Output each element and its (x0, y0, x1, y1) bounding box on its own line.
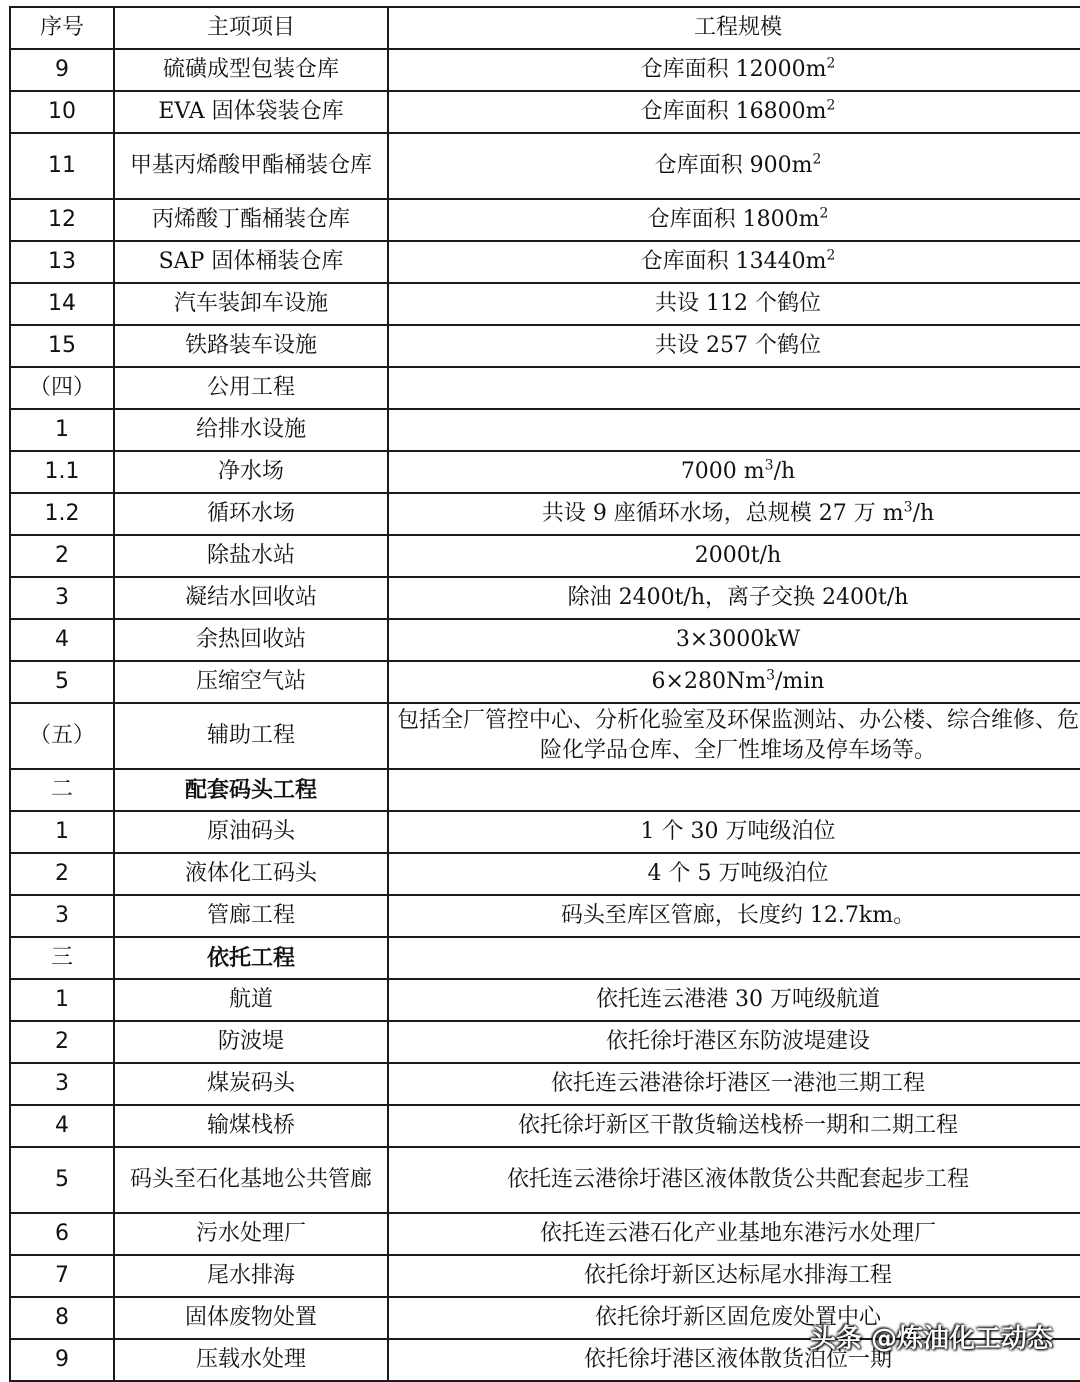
row-scale (388, 283, 1080, 325)
row-number: 3 (10, 1063, 114, 1105)
row-scale (388, 811, 1080, 853)
scale-text: 依托连云港港徐圩港区一港池三期工程 (550, 1071, 925, 1096)
table-row (10, 199, 1080, 241)
row-number: 1 (10, 979, 114, 1021)
row-item: 凝结水回收站 (114, 577, 388, 619)
row-number: 4 (10, 1105, 114, 1147)
scale-text: 1 个 30 万吨级泊位 (640, 819, 836, 844)
row-number: 1.1 (10, 451, 114, 493)
table-row (10, 535, 1080, 577)
table-row (10, 241, 1080, 283)
row-number: 2 (10, 1021, 114, 1063)
scale-text: 除油 2400t/h，离子交换 2400t/h (567, 585, 909, 610)
row-number: 5 (10, 1147, 114, 1213)
row-scale (388, 853, 1080, 895)
row-number: 5 (10, 661, 114, 703)
header-no: 序号 (10, 7, 114, 49)
row-scale (388, 661, 1080, 703)
row-item: 输煤栈桥 (114, 1105, 388, 1147)
row-number: 10 (10, 91, 114, 133)
row-item: 污水处理厂 (114, 1213, 388, 1255)
scale-superscript: 2 (819, 205, 829, 222)
scale-text: 依托连云港石化产业基地东港污水处理厂 (539, 1221, 936, 1246)
table-row (10, 1213, 1080, 1255)
scale-text: 仓库面积 13440m (640, 249, 827, 274)
row-scale (388, 895, 1080, 937)
row-item: 液体化工码头 (114, 853, 388, 895)
row-number: 3 (10, 577, 114, 619)
scale-unit: /h (912, 501, 935, 526)
row-scale (388, 937, 1080, 979)
scale-text: 依托连云港港 30 万吨级航道 (596, 987, 880, 1012)
row-item: 固体废物处置 (114, 1297, 388, 1339)
row-item: 净水场 (114, 451, 388, 493)
table-row (10, 1063, 1080, 1105)
header-item: 主项项目 (114, 7, 388, 49)
scale-superscript: 2 (826, 97, 836, 114)
row-scale (388, 133, 1080, 199)
row-scale (388, 769, 1080, 811)
row-number: 14 (10, 283, 114, 325)
scale-text: 包括全厂管控中心、分析化验室及环保监测站、办公楼、综合维修、危险化学品仓库、全厂性堆场及停车场等。 (396, 708, 1079, 763)
row-number: 三 (10, 937, 114, 979)
scale-superscript: 3 (764, 457, 774, 474)
watermark-text: 头条 @炼油化工动态 (810, 1324, 1054, 1354)
table-row (10, 1021, 1080, 1063)
table-row (10, 811, 1080, 853)
row-item: 管廊工程 (114, 895, 388, 937)
table-row (10, 49, 1080, 91)
scale-text: 依托徐圩新区干散货输送栈桥一期和二期工程 (517, 1113, 958, 1138)
row-item: 航道 (114, 979, 388, 1021)
scale-text: 依托徐圩港区东防波堤建设 (605, 1029, 870, 1054)
table-header-row (10, 7, 1080, 49)
scale-unit: /min (774, 669, 825, 694)
table-row (10, 703, 1080, 769)
scale-text: 依托徐圩港区液体散货泊位一期 (583, 1347, 892, 1372)
table-row (10, 577, 1080, 619)
scale-text: 依托徐圩新区达标尾水排海工程 (583, 1263, 892, 1288)
header-scale: 工程规模 (388, 7, 1080, 49)
row-number: 4 (10, 619, 114, 661)
table-row (10, 937, 1080, 979)
row-scale (388, 535, 1080, 577)
row-scale (388, 367, 1080, 409)
row-number: 2 (10, 535, 114, 577)
row-number: 13 (10, 241, 114, 283)
row-number: 9 (10, 1339, 114, 1381)
row-item: 压缩空气站 (114, 661, 388, 703)
row-scale (388, 493, 1080, 535)
row-scale (388, 241, 1080, 283)
table-row (10, 979, 1080, 1021)
scale-text: 依托连云港徐圩港区液体散货公共配套起步工程 (506, 1167, 969, 1192)
row-item: 原油码头 (114, 811, 388, 853)
row-item: 煤炭码头 (114, 1063, 388, 1105)
row-number: （五） (10, 703, 114, 769)
scale-superscript: 3 (766, 667, 775, 684)
row-number: 1 (10, 811, 114, 853)
row-scale (388, 91, 1080, 133)
scale-text: 仓库面积 900m (654, 153, 813, 178)
row-number: 15 (10, 325, 114, 367)
row-item: 循环水场 (114, 493, 388, 535)
row-scale (388, 1255, 1080, 1297)
table-row (10, 853, 1080, 895)
table-row (10, 325, 1080, 367)
scale-text: 仓库面积 12000m (640, 57, 827, 82)
table-row (10, 133, 1080, 199)
row-number: 7 (10, 1255, 114, 1297)
row-scale (388, 703, 1080, 769)
row-item: 铁路装车设施 (114, 325, 388, 367)
row-scale (388, 409, 1080, 451)
row-item: 甲基丙烯酸甲酯桶装仓库 (114, 133, 388, 199)
engineering-scale-table (9, 6, 1080, 1382)
row-scale (388, 199, 1080, 241)
row-item: 配套码头工程 (114, 769, 388, 811)
row-number: 6 (10, 1213, 114, 1255)
row-scale (388, 979, 1080, 1021)
row-scale (388, 1147, 1080, 1213)
row-item: 余热回收站 (114, 619, 388, 661)
scale-text: 共设 112 个鹤位 (655, 291, 821, 316)
row-item: EVA 固体袋装仓库 (114, 91, 388, 133)
row-item: 尾水排海 (114, 1255, 388, 1297)
table-row (10, 367, 1080, 409)
table-row (10, 769, 1080, 811)
row-number: 1 (10, 409, 114, 451)
table-row (10, 493, 1080, 535)
table-row (10, 451, 1080, 493)
scale-unit: /h (773, 459, 796, 484)
row-scale (388, 325, 1080, 367)
scale-text: 6×280Nm (651, 669, 767, 694)
table-row (10, 91, 1080, 133)
scale-superscript: 2 (826, 55, 836, 72)
scale-text: 仓库面积 16800m (640, 99, 827, 124)
row-number: 3 (10, 895, 114, 937)
row-item: 依托工程 (114, 937, 388, 979)
table-row (10, 1255, 1080, 1297)
table-row (10, 283, 1080, 325)
row-item: 公用工程 (114, 367, 388, 409)
row-number: 8 (10, 1297, 114, 1339)
row-scale (388, 619, 1080, 661)
row-item: 压载水处理 (114, 1339, 388, 1381)
scale-text: 依托徐圩新区固危废处置中心 (594, 1305, 881, 1330)
scale-superscript: 2 (812, 151, 822, 168)
table-row (10, 619, 1080, 661)
scale-superscript: 3 (903, 499, 913, 516)
row-item: 硫磺成型包装仓库 (114, 49, 388, 91)
scale-text: 4 个 5 万吨级泊位 (647, 861, 829, 886)
row-number: 1.2 (10, 493, 114, 535)
row-item: 给排水设施 (114, 409, 388, 451)
table-row (10, 895, 1080, 937)
row-scale (388, 1021, 1080, 1063)
row-number: （四） (10, 367, 114, 409)
table-row (10, 661, 1080, 703)
row-number: 11 (10, 133, 114, 199)
row-number: 9 (10, 49, 114, 91)
row-item: 防波堤 (114, 1021, 388, 1063)
row-scale (388, 451, 1080, 493)
row-number: 二 (10, 769, 114, 811)
row-scale (388, 1063, 1080, 1105)
row-item: SAP 固体桶装仓库 (114, 241, 388, 283)
scale-text: 3×3000kW (675, 627, 801, 652)
row-item: 汽车装卸车设施 (114, 283, 388, 325)
table-row (10, 1105, 1080, 1147)
row-number: 12 (10, 199, 114, 241)
row-scale (388, 49, 1080, 91)
row-scale (388, 577, 1080, 619)
scale-text: 共设 9 座循环水场，总规模 27 万 m (541, 501, 904, 526)
row-item: 辅助工程 (114, 703, 388, 769)
scale-text: 7000 m (680, 459, 765, 484)
row-scale (388, 1213, 1080, 1255)
row-number: 2 (10, 853, 114, 895)
table-row (10, 409, 1080, 451)
scale-text: 仓库面积 1800m (647, 207, 820, 232)
row-item: 除盐水站 (114, 535, 388, 577)
scale-text: 共设 257 个鹤位 (655, 333, 821, 358)
scale-superscript: 2 (826, 247, 836, 264)
row-item: 码头至石化基地公共管廊 (114, 1147, 388, 1213)
scale-text: 码头至库区管廊，长度约 12.7km。 (560, 903, 916, 928)
row-item: 丙烯酸丁酯桶装仓库 (114, 199, 388, 241)
row-scale (388, 1105, 1080, 1147)
table-row (10, 1147, 1080, 1213)
scale-text: 2000t/h (694, 543, 782, 568)
